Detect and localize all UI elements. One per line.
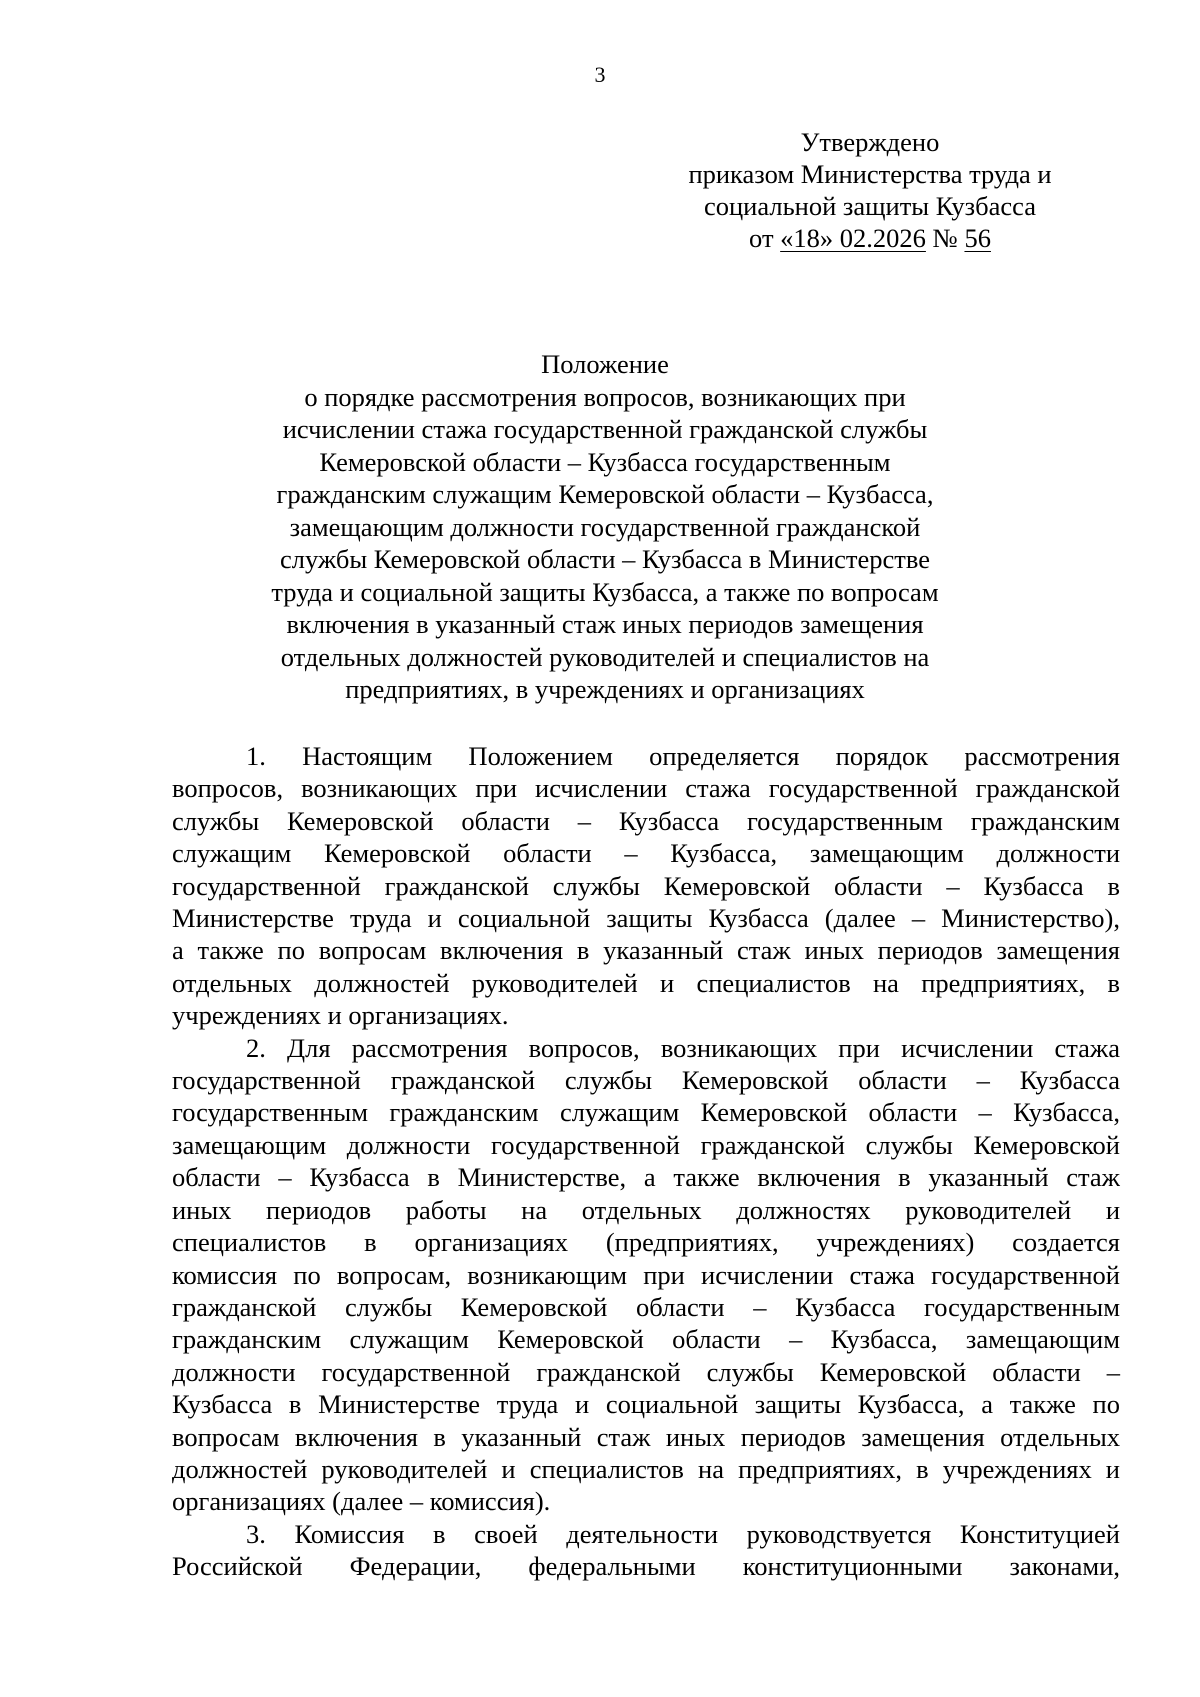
- paragraph-line: иных периодов работы на отдельных должностях руководителей и: [172, 1194, 1120, 1225]
- paragraph-line: должностей руководителей и специалистов на предприятиях, в учреждениях и: [172, 1453, 1120, 1484]
- paragraph-line: организациях (далее – комиссия).: [172, 1486, 551, 1517]
- page-number: 3: [594, 62, 606, 87]
- paragraph-line: вопросам включения в указанный стаж иных периодов замещения отдельных: [172, 1421, 1120, 1452]
- document-body: [172, 740, 1120, 1583]
- approval-line-2: приказом Министерства труда и: [688, 159, 1052, 189]
- paragraph-line: специалистов в организациях (предприятиях, учреждениях) создается: [172, 1227, 1120, 1258]
- paragraph-3: [172, 1518, 1120, 1583]
- approval-number: 56: [964, 223, 991, 253]
- paragraph-line: замещающим должности государственной гражданской службы Кемеровской: [172, 1129, 1120, 1160]
- paragraph-line: службы Кемеровской области – Кузбасса государственным гражданским: [172, 805, 1120, 836]
- paragraph-line: государственным гражданским служащим Кемеровской области – Кузбасса,: [172, 1097, 1120, 1128]
- paragraph-line: учреждениях и организациях.: [172, 1000, 509, 1031]
- paragraph-line: вопросов, возникающих при исчислении стажа государственной гражданской: [172, 773, 1120, 804]
- title-line: труда и социальной защиты Кузбасса, а также по вопросам: [271, 576, 939, 607]
- paragraph-line: государственной гражданской службы Кемеровской области – Кузбасса в: [172, 870, 1120, 901]
- title-line: службы Кемеровской области – Кузбасса в Министерстве: [280, 544, 930, 574]
- approval-stamp: [640, 126, 1100, 254]
- approval-number-prefix: №: [925, 223, 965, 253]
- title-line: Кемеровской области – Кузбасса государственным: [319, 446, 891, 477]
- paragraph-line: Российской Федерации, федеральными конституционными законами,: [172, 1551, 1120, 1582]
- paragraph-line: Кузбасса в Министерстве труда и социальной защиты Кузбасса, а также по: [172, 1389, 1120, 1420]
- paragraph-line: должности государственной гражданской службы Кемеровской области –: [172, 1356, 1120, 1387]
- approval-line-3: социальной защиты Кузбасса: [703, 191, 1036, 221]
- paragraph-line: государственной гражданской службы Кемеровской области – Кузбасса: [172, 1065, 1120, 1096]
- title-line: исчислении стажа государственной гражданской службы: [282, 414, 928, 444]
- paragraph-1: [172, 740, 1120, 1032]
- paragraph-line: гражданским служащим Кемеровской области – Кузбасса, замещающим: [172, 1324, 1120, 1355]
- title-line: включения в указанный стаж иных периодов замещения: [286, 609, 924, 639]
- paragraph-line: отдельных должностей руководителей и специалистов на предприятиях, в: [172, 967, 1120, 998]
- title-line: отдельных должностей руководителей и специалистов на: [280, 641, 930, 672]
- document-title: [170, 348, 1040, 706]
- title-heading: Положение: [541, 349, 669, 379]
- paragraph-line: гражданской службы Кемеровской области – Кузбасса государственным: [172, 1291, 1120, 1322]
- paragraph-line: 2. Для рассмотрения вопросов, возникающих при исчислении стажа: [246, 1032, 1120, 1063]
- paragraph-line: служащим Кемеровской области – Кузбасса, замещающим должности: [172, 838, 1120, 869]
- title-line: гражданским служащим Кемеровской области – Кузбасса,: [276, 479, 934, 509]
- paragraph-line: комиссия по вопросам, возникающим при исчислении стажа государственной: [172, 1259, 1120, 1290]
- title-line: предприятиях, в учреждениях и организациях: [345, 674, 865, 704]
- paragraph-line: 3. Комиссия в своей деятельности руководствуется Конституцией: [246, 1518, 1120, 1549]
- paragraph-line: а также по вопросам включения в указанный стаж иных периодов замещения: [172, 935, 1120, 966]
- paragraph-line: 1. Настоящим Положением определяется порядок рассмотрения: [246, 741, 1120, 771]
- paragraph-line: Министерстве труда и социальной защиты Кузбасса (далее – Министерство),: [172, 903, 1120, 934]
- title-line: замещающим должности государственной гражданской: [289, 511, 921, 542]
- approval-line-1: Утверждено: [800, 127, 940, 157]
- title-line: о порядке рассмотрения вопросов, возникающих при: [304, 381, 906, 412]
- approval-date-line: [640, 222, 1100, 254]
- paragraph-2: [172, 1032, 1120, 1518]
- paragraph-line: области – Кузбасса в Министерстве, а также включения в указанный стаж: [172, 1162, 1120, 1193]
- approval-date-prefix: от: [749, 223, 781, 253]
- approval-date: «18» 02.2026: [780, 223, 926, 253]
